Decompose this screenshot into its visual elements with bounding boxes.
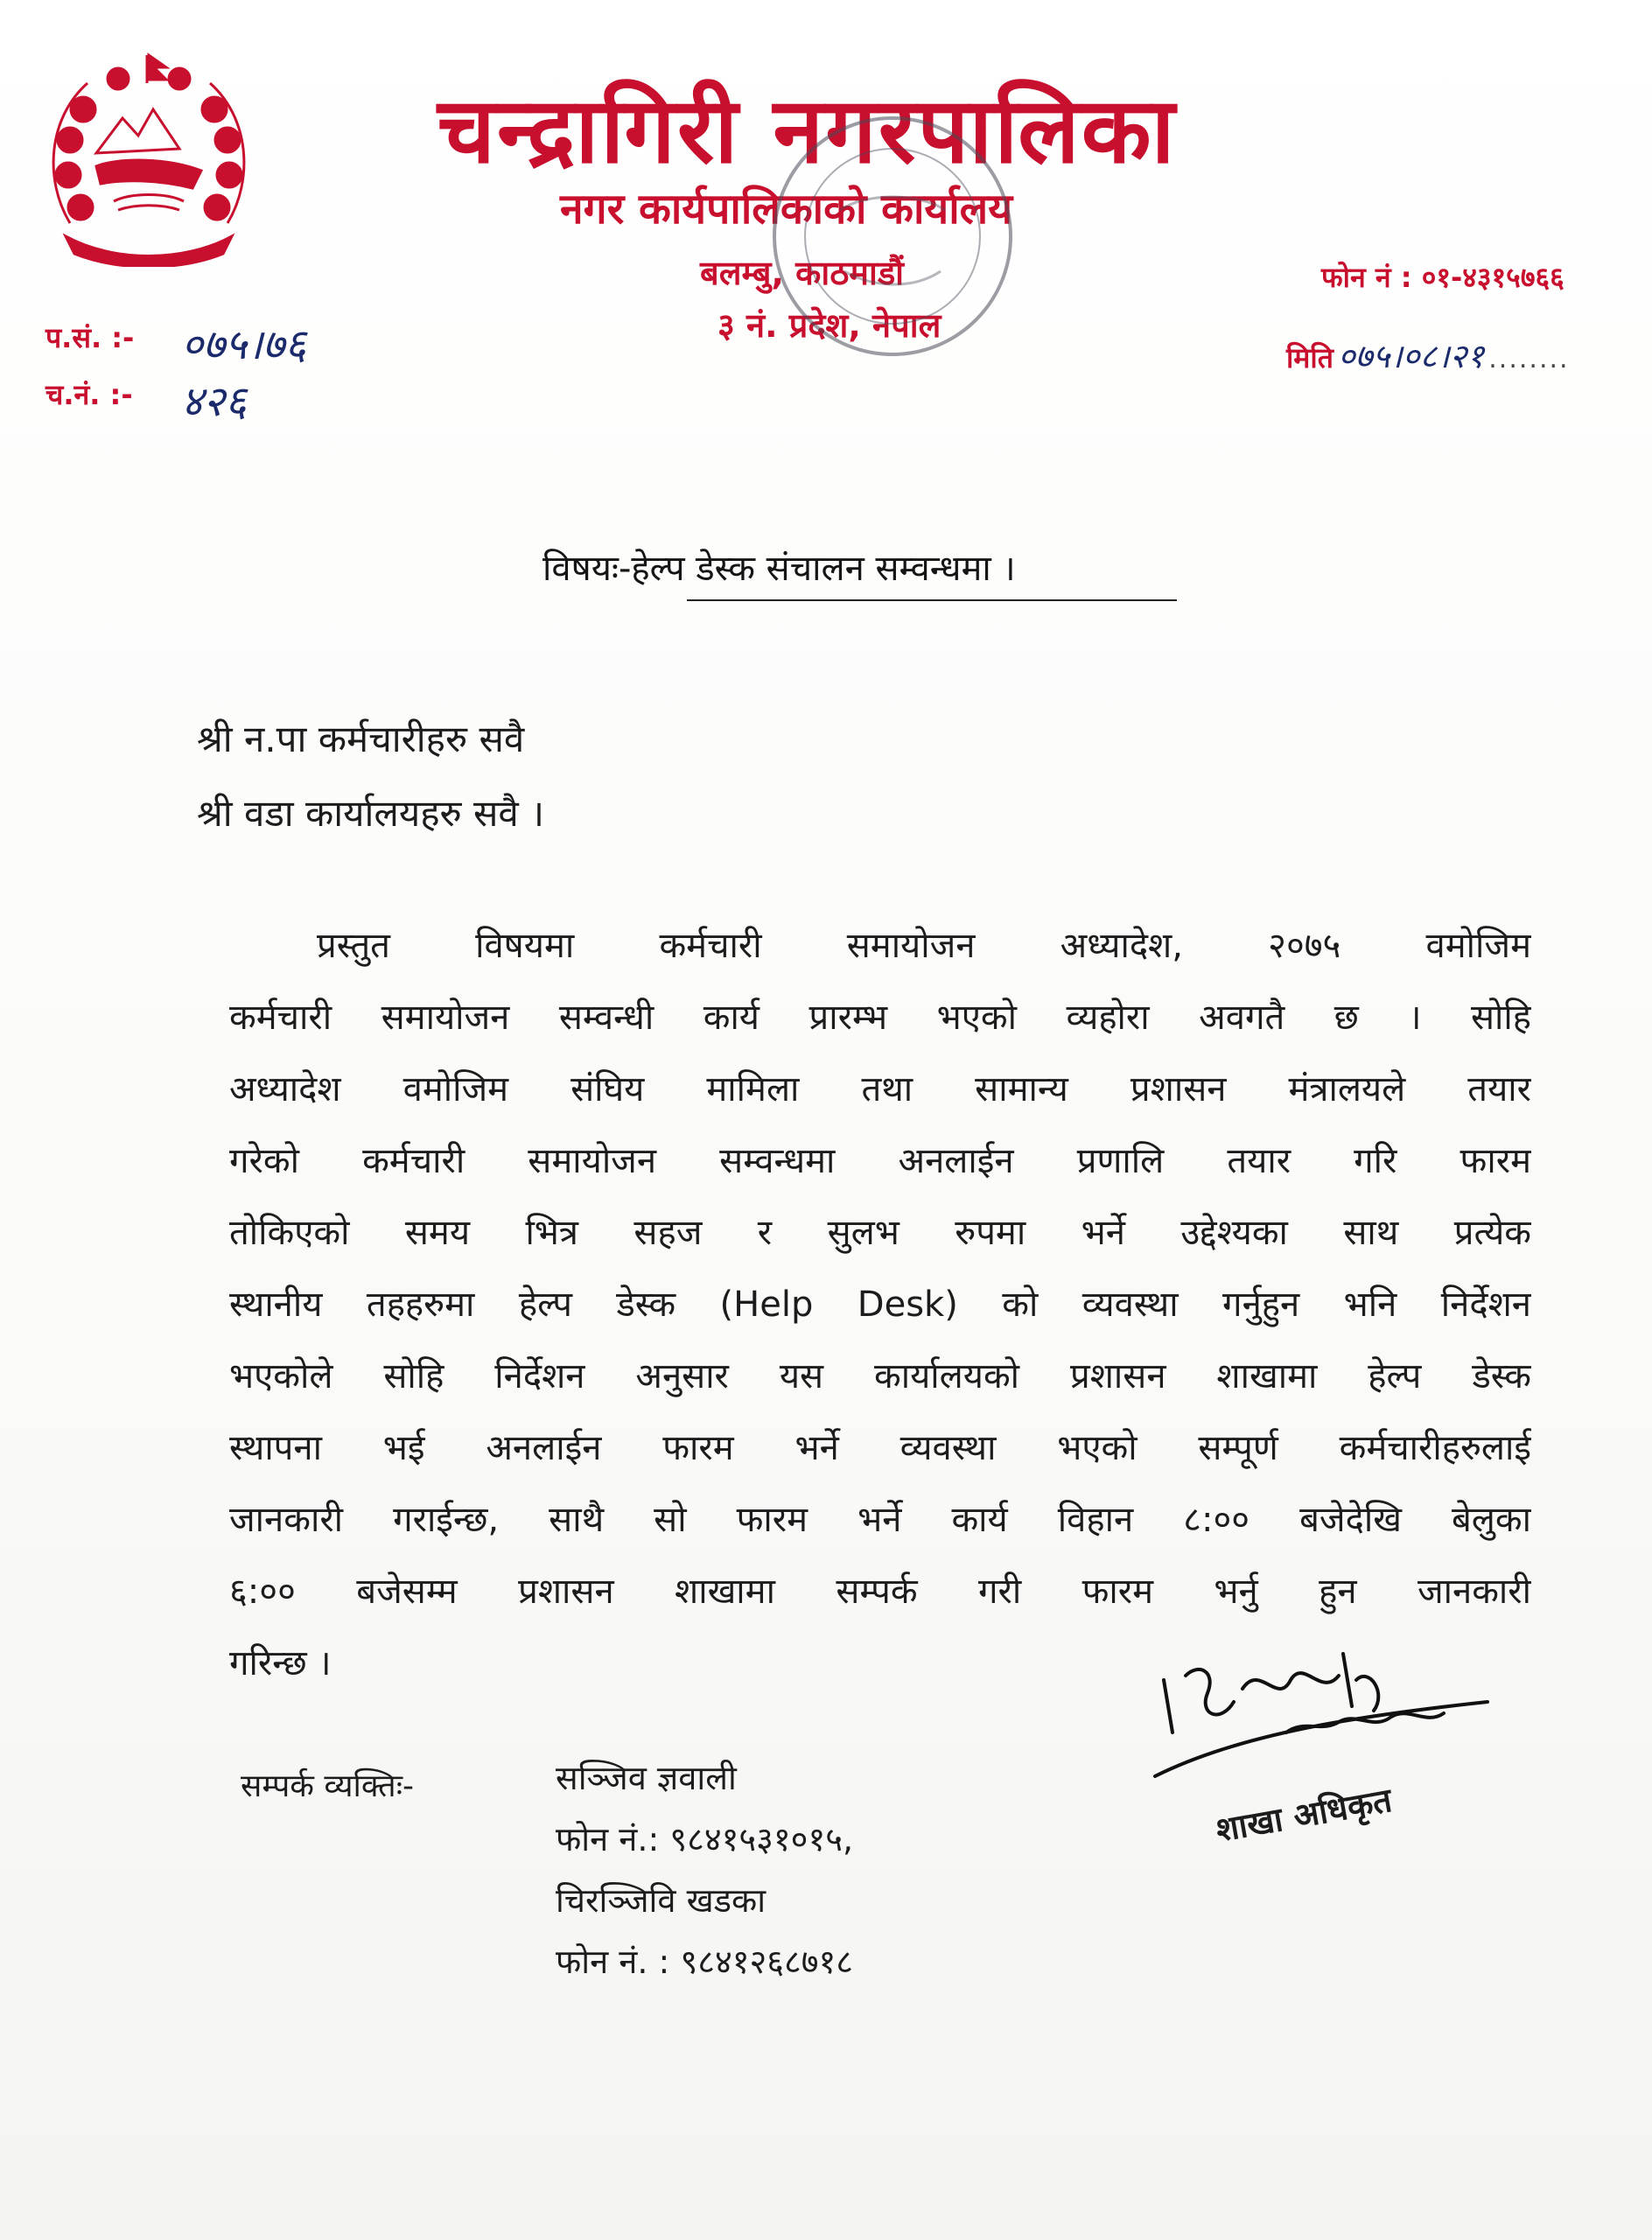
nepal-emblem-icon [35,48,262,267]
contact-line: सञ्जिव ज्ञवाली [556,1759,737,1797]
body-line: भएकोले सोहि निर्देशन अनुसार यस कार्यालयको प्रशासन शाखामा हेल्प डेस्क [229,1356,1531,1396]
body-line: ६:०० बजेसम्म प्रशासन शाखामा सम्पर्क गरी फारम भर्नु हुन जानकारी [229,1572,1531,1612]
body-line: अध्यादेश वमोजिम संघिय मामिला तथा सामान्य प्रशासन मंत्रालयले तयार [229,1069,1531,1110]
address-line-2: ३ नं. प्रदेश, नेपाल [718,306,942,345]
body-line: कर्मचारी समायोजन सम्वन्धी कार्य प्रारम्भ भएको व्यहोरा अवगतै छ । सोहि [229,998,1531,1038]
ps-label: प.सं. :- [46,321,135,354]
contact-line: फोन नं. : ९८४१२६८७१८ [556,1942,854,1981]
subject-underline [687,599,1177,601]
date-dots: ........ [1488,344,1570,374]
body-line: जानकारी गराईन्छ, साथै सो फारम भर्ने कार्य विहान ८:०० बजेदेखि बेलुका [229,1500,1531,1540]
body-paragraph [229,910,1531,1699]
address-line-1: बलम्बु, काठमाडौं [700,254,905,292]
body-line: तोकिएको समय भित्र सहज र सुलभ रुपमा भर्ने उद्देश्यका साथ प्रत्येक [229,1213,1531,1253]
signer-title: शाखा अधिकृत [1213,1781,1395,1850]
date-label: मिति [1286,341,1334,374]
cn-value: ४२६ [181,377,247,426]
organization-name: चन्द्रागिरी नगरपालिका [438,77,1177,184]
date-value: ०७५।०८।२१ [1338,337,1485,375]
body-line: गरिन्छ । [229,1643,332,1684]
contact-label: सम्पर्क व्यक्तिः- [241,1768,414,1804]
office-stamp-icon [761,105,1024,368]
office-name: नगर कार्यपालिकाको कार्यालय [560,185,1013,234]
date-row [1286,332,1570,378]
ps-value: ०७५।७६ [181,320,307,369]
cn-row [46,372,247,429]
addressee-1: श्री न.पा कर्मचारीहरु सवै [197,718,525,760]
contact-line: फोन नं.: ९८४१५३१०१५, [556,1820,854,1858]
body-line: स्थापना भई अनलाईन फारम भर्ने व्यवस्था भएको सम्पूर्ण कर्मचारीहरुलाई [229,1428,1531,1468]
contact-line: चिरञ्जिवि खडका [556,1881,766,1920]
cn-label: च.नं. :- [46,378,133,411]
office-phone: फोन नं : ०१-४३१५७६६ [1321,261,1564,294]
addressee-2: श्री वडा कार्यालयहरु सवै । [197,792,545,835]
signature-icon [1138,1628,1505,1802]
subject-line: विषयः-हेल्प डेस्क संचालन सम्वन्धमा । [542,549,1016,589]
body-line: गरेको कर्मचारी समायोजन सम्वन्धमा अनलाईन प्रणालि तयार गरि फारम [229,1141,1531,1181]
ps-row [46,315,306,372]
body-line: प्रस्तुत विषयमा कर्मचारी समायोजन अध्यादेश, २०७५ वमोजिम [317,926,1531,966]
body-line: स्थानीय तहहरुमा हेल्प डेस्क (Help Desk) को व्यवस्था गर्नुहुन भनि निर्देशन [229,1284,1531,1325]
